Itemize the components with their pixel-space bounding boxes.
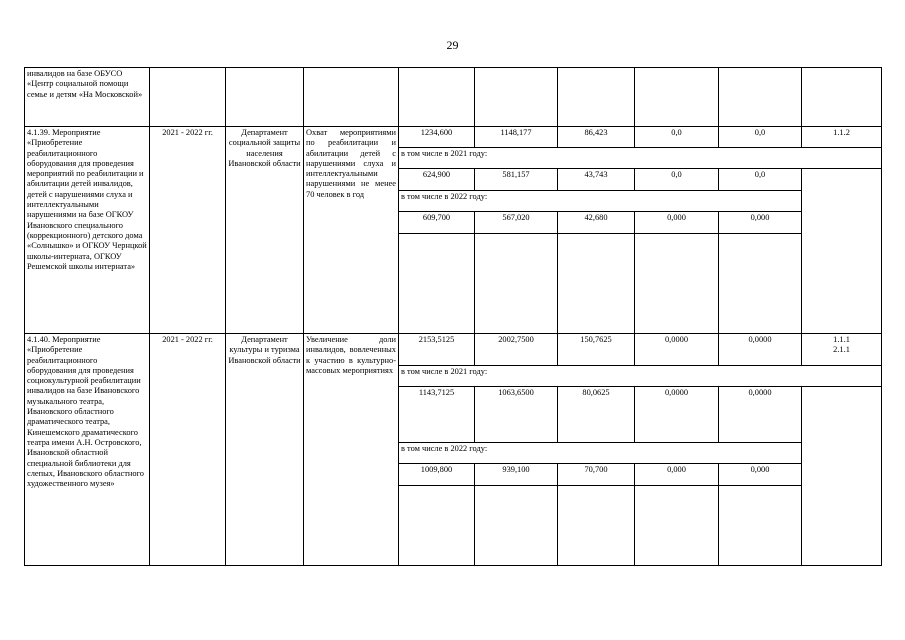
value-cell: 2002,7500: [475, 334, 558, 366]
target-code: 1.1.1 2.1.1: [802, 334, 882, 366]
value-cell: 939,100: [475, 464, 558, 486]
value-cell: 2153,5125: [399, 334, 475, 366]
value-cell: 150,7625: [558, 334, 635, 366]
value-cell: 0,0: [635, 127, 719, 148]
measure-name: инвалидов на базе ОБУСО «Центр социальной помощи семье и детям «На Московской»: [25, 68, 150, 127]
value-cell: 0,000: [635, 212, 719, 234]
value-cell: 0,0000: [635, 334, 719, 366]
value-cell: 80,0625: [558, 387, 635, 443]
target-code: 1.1.2: [802, 127, 882, 148]
year-note-2021: в том числе в 2021 году:: [399, 148, 882, 169]
value-cell: 0,000: [635, 464, 719, 486]
value-cell: 0,0000: [719, 387, 802, 443]
value-cell: 1148,177: [475, 127, 558, 148]
measure-period: 2021 - 2022 гг.: [150, 127, 226, 334]
value-cell: 581,157: [475, 169, 558, 191]
value-cell: 0,0000: [719, 334, 802, 366]
value-cell: 1143,7125: [399, 387, 475, 443]
table-row: [25, 334, 882, 366]
table-row: [25, 127, 882, 148]
value-cell: 86,423: [558, 127, 635, 148]
value-cell: 0,0000: [635, 387, 719, 443]
value-cell: 0,0: [719, 169, 802, 191]
year-note-2022: в том числе в 2022 году:: [399, 191, 802, 212]
value-cell: 624,900: [399, 169, 475, 191]
value-cell: 0,000: [719, 464, 802, 486]
measure-executor: Департамент социальной защиты населения Ивановской области: [226, 127, 304, 334]
measure-name: 4.1.39. Мероприятие «Приобретение реабилитационного оборудования для проведения мероприятий по реабилитации и абилитации детей инвалидов, детей с нарушениями слуха и интеллектуальными нарушениями на базе ОГКОУ Ивановского специального (коррекционного) детского дома «Солнышко» и ОГКОУ Чернцкой школы-интерната, ОГКОУ Решемской школы интерната»: [25, 127, 150, 334]
year-note-2021: в том числе в 2021 году:: [399, 366, 882, 387]
program-table: [24, 67, 882, 566]
value-cell: 0,0: [635, 169, 719, 191]
value-cell: 1063,6500: [475, 387, 558, 443]
value-cell: 1234,600: [399, 127, 475, 148]
value-cell: 0,0: [719, 127, 802, 148]
measure-period: 2021 - 2022 гг.: [150, 334, 226, 566]
page-number: 29: [446, 38, 459, 52]
value-cell: 0,000: [719, 212, 802, 234]
measure-indicator: Увеличение доли инвалидов, вовлеченных к участию в культурно-массовых мероприятиях: [304, 334, 399, 566]
table-row: [25, 68, 882, 127]
value-cell: 70,700: [558, 464, 635, 486]
value-cell: 1009,800: [399, 464, 475, 486]
value-cell: 43,743: [558, 169, 635, 191]
year-note-2022: в том числе в 2022 году:: [399, 443, 802, 464]
measure-indicator: Охват мероприятиями по реабилитации и абилитации детей с нарушениями слуха и интеллектуальными нарушениями не менее 70 человек в год: [304, 127, 399, 334]
value-cell: 609,700: [399, 212, 475, 234]
measure-name: 4.1.40. Мероприятие «Приобретение реабилитационного оборудования для проведения социокультурной реабилитации инвалидов на базе Ивановского музыкального театра, Ивановского областного драматического театра, Кинешемского драматического театра имени А.Н. Островского, Ивановской областной специальной библиотеки для слепых, Ивановского областного художественного музея»: [25, 334, 150, 566]
value-cell: 42,680: [558, 212, 635, 234]
value-cell: 567,020: [475, 212, 558, 234]
measure-executor: Департамент культуры и туризма Ивановской области: [226, 334, 304, 566]
